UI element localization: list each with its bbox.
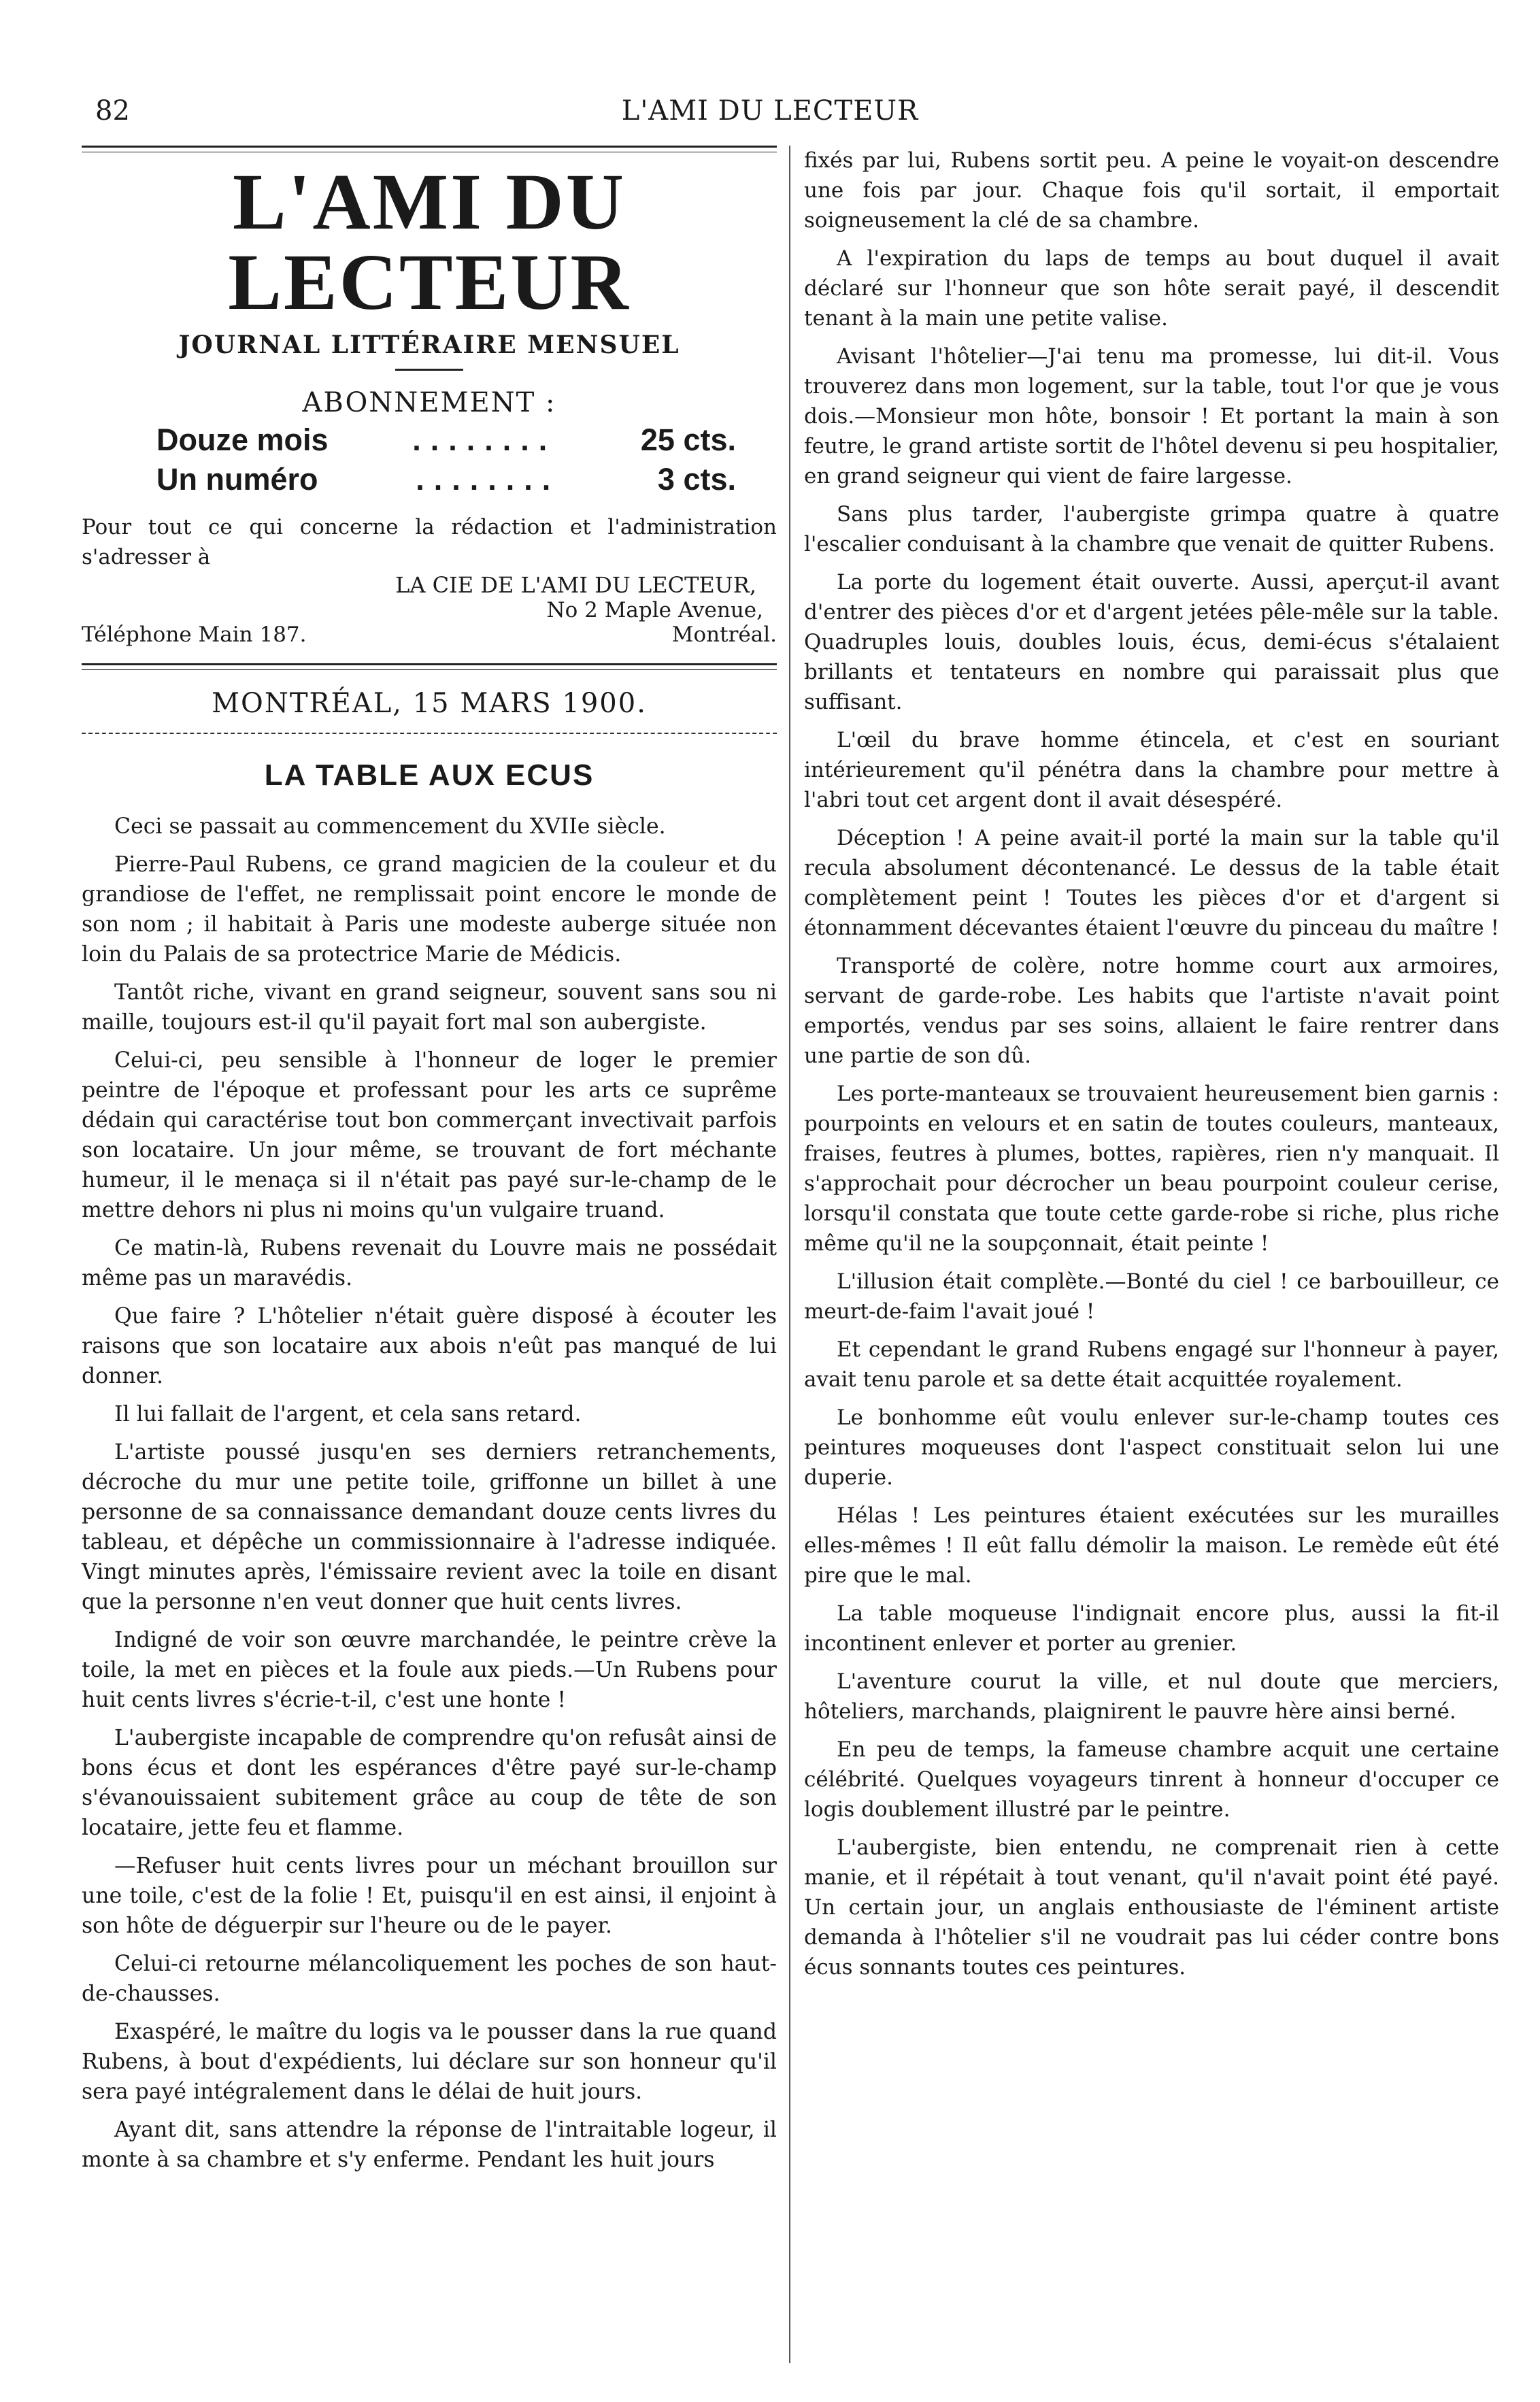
article-paragraph: Tantôt riche, vivant en grand seigneur, souvent sans sou ni maille, toujours est-il qu'il payait fort mal son aubergiste.: [82, 980, 777, 1035]
left-article-body: [82, 812, 777, 2175]
price-label: Un numéro: [156, 462, 318, 497]
article-paragraph: Ayant dit, sans attendre la réponse de l'intraitable logeur, il monte à sa chambre et s'y enferme. Pendant les huit jours: [82, 2118, 777, 2173]
price-label: Douze mois: [156, 422, 329, 457]
masthead-top-rule: [82, 146, 777, 152]
article-paragraph: Transporté de colère, notre homme court aux armoires, servant de garde-robe. Les habits que l'artiste n'avait point emportés, vendus par ses soins, allaient le faire rentrer dans une partie de son dû.: [804, 954, 1499, 1068]
article-paragraph: La table moqueuse l'indignait encore plus, aussi la fit-il incontinent enlever et porter au grenier.: [804, 1601, 1499, 1656]
article-paragraph: fixés par lui, Rubens sortit peu. A peine le voyait-on descendre une fois par jour. Chaque fois qu'il sortait, il emportait soigneusement la clé de sa chambre.: [804, 148, 1499, 233]
article-paragraph: Il lui fallait de l'argent, et cela sans retard.: [114, 1402, 582, 1427]
right-column: [804, 146, 1499, 1990]
article-paragraph: Hélas ! Les peintures étaient exécutées sur les murailles elles-mêmes ! Il eût fallu démolir la maison. Le remède eût été pire que le mal.: [804, 1503, 1499, 1588]
page-number: 82: [95, 95, 130, 127]
dateline: MONTRÉAL, 15 MARS 1900.: [212, 688, 647, 720]
article-paragraph: Ce matin-là, Rubens revenait du Louvre mais ne possédait même pas un maravédis.: [82, 1236, 777, 1291]
article-paragraph: L'aventure courut la ville, et nul doute que merciers, hôteliers, marchands, plaignirent le pauvre hère ainsi berné.: [804, 1669, 1499, 1724]
article-paragraph: Celui-ci, peu sensible à l'honneur de loger le premier peintre de l'époque et professant pour les arts ce suprême dédain qui caractérise tout bon commerçant invectivait parfois son locataire. Un jour même, se trouvant de fort méchante humeur, il le menaça si il n'était pas payé sur-le-champ de le mettre dehors ni plus ni moins qu'un vulgaire truand.: [82, 1048, 777, 1223]
address-text: Pour tout ce qui concerne la rédaction et l'administration s'adresser à: [82, 515, 777, 570]
price-amount: 3 cts.: [657, 462, 736, 497]
article-paragraph: Celui-ci retourne mélancoliquement les poches de son haut-de-chausses.: [82, 1952, 777, 2007]
article-paragraph: Que faire ? L'hôtelier n'était guère disposé à écouter les raisons que son locataire aux abois n'eût pas manqué de lui donner.: [82, 1304, 777, 1389]
article-paragraph: Indigné de voir son œuvre marchandée, le peintre crève la toile, la met en pièces et la foule aux pieds.—Un Rubens pour huit cents livres s'écrie-t-il, c'est une honte !: [82, 1628, 777, 1713]
article-paragraph: Pierre-Paul Rubens, ce grand magicien de la couleur et du grandiose de l'effet, ne remplissait point encore le monde de son nom ; il habitait à Paris une modeste auberge située non loin du Palais de sa protectrice Marie de Médicis.: [82, 852, 777, 967]
company-name: LA CIE DE L'AMI DU LECTEUR,: [395, 572, 756, 599]
running-title: L'AMI DU LECTEUR: [621, 95, 919, 127]
price-row: [156, 422, 736, 458]
masthead-title: L'AMI DU LECTEUR: [228, 157, 631, 327]
article-paragraph: Avisant l'hôtelier—J'ai tenu ma promesse, lui dit-il. Vous trouverez dans mon logement, sur la table, tout l'or que je vous dois.—Monsieur mon hôte, bonsoir ! Et portant la main à son feutre, le grand artiste sortit de l'hôtel devenu si peu hospitalier, en grand seigneur qui vient de faire largesse.: [804, 344, 1499, 488]
left-column: [82, 146, 777, 2183]
phone: Téléphone Main 187.: [82, 622, 307, 648]
price-row: [156, 462, 736, 497]
street-address: No 2 Maple Avenue,: [546, 598, 763, 623]
article-paragraph: L'illusion était complète.—Bonté du ciel ! ce barbouilleur, ce meurt-de-faim l'avait joué !: [804, 1269, 1499, 1324]
subscription-heading: ABONNEMENT :: [302, 387, 556, 418]
article-paragraph: Et cependant le grand Rubens engagé sur l'honneur à payer, avait tenu parole et sa dette était acquittée royalement.: [804, 1337, 1499, 1392]
article-paragraph: A l'expiration du laps de temps au bout duquel il avait déclaré sur l'honneur que son hôte serait payé, il descendit tenant à la main une petite valise.: [804, 246, 1499, 331]
article-paragraph: Le bonhomme eût voulu enlever sur-le-champ toutes ces peintures moqueuses dont l'aspect constituait selon lui une duperie.: [804, 1405, 1499, 1490]
price-amount: 25 cts.: [640, 422, 736, 457]
article-paragraph: En peu de temps, la fameuse chambre acquit une certaine célébrité. Quelques voyageurs tinrent à honneur d'occuper ce logis doublement illustré par le peintre.: [804, 1737, 1499, 1822]
masthead-short-rule: [395, 369, 463, 371]
article-paragraph: Exaspéré, le maître du logis va le pousser dans la rue quand Rubens, à bout d'expédients, lui déclare sur son honneur qu'il sera payé intégralement dans le délai de huit jours.: [82, 2020, 777, 2105]
article-paragraph: Les porte-manteaux se trouvaient heureusement bien garnis : pourpoints en velours et en satin de toutes couleurs, manteaux, fraises, feutres à plumes, bottes, rapières, rien n'y manquait. Il s'approchait pour décrocher un beau pourpoint couleur cerise, lorsqu'il constata que toute cette garde-robe si riche, plus riche même qu'il ne la soupçonnait, était peinte !: [804, 1082, 1499, 1256]
article-paragraph: Ceci se passait au commencement du XVIIe siècle.: [114, 814, 666, 839]
city: Montréal.: [671, 622, 777, 648]
article-paragraph: —Refuser huit cents livres pour un méchant brouillon sur une toile, c'est de la folie ! Et, puisqu'il en est ainsi, il enjoint à son hôte de déguerpir sur l'heure ou de le payer.: [82, 1854, 777, 1939]
leader-dots: ........: [416, 462, 560, 497]
article-paragraph: L'œil du brave homme étincela, et c'est en souriant intérieurement qu'il pénétra dans la chambre pour mettre à l'abri tout cet argent dont il avait désespéré.: [804, 728, 1499, 812]
contact-line: [82, 622, 777, 647]
article-paragraph: L'aubergiste incapable de comprendre qu'on refusât ainsi de bons écus et dont les espérances d'être payé sur-le-champ s'évanouissaient subitement grâce au coup de tête de son locataire, jette feu et flamme.: [82, 1726, 777, 1841]
column-divider: [789, 146, 790, 2363]
running-head: [0, 95, 1540, 136]
dateline-rule: [82, 733, 777, 734]
leader-dots: ........: [412, 422, 557, 457]
article-title: LA TABLE AUX ECUS: [264, 758, 595, 793]
masthead-bottom-rule: [82, 663, 777, 670]
article-paragraph: Déception ! A peine avait-il porté la main sur la table qu'il recula absolument décontenancé. Le dessus de la table était complètement peint ! Toutes les pièces d'or et d'argent si étonnamment décevantes étaient l'œuvre du pinceau du maître !: [804, 826, 1499, 940]
article-paragraph: Sans plus tarder, l'aubergiste grimpa quatre à quatre l'escalier conduisant à la chambre que venait de quitter Rubens.: [804, 502, 1499, 556]
article-paragraph: La porte du logement était ouverte. Aussi, aperçut-il avant d'entrer des pièces d'or et d'argent jetées pêle-mêle sur la table. Quadruples louis, doubles louis, écus, demi-écus s'étalaient brillants et tentateurs en nombre qui paraissait plus que suffisant.: [804, 570, 1499, 714]
masthead-subtitle: JOURNAL LITTÉRAIRE MENSUEL: [178, 331, 680, 359]
article-paragraph: L'artiste poussé jusqu'en ses derniers retranchements, décroche du mur une petite toile, griffonne un billet à une personne de sa connaissance demandant douze cents livres du tableau, et dépêche un commissionnaire à l'adresse indiquée. Vingt minutes après, l'émissaire revient avec la toile en disant que la personne n'en veut donner que huit cents livres.: [82, 1440, 777, 1615]
article-paragraph: L'aubergiste, bien entendu, ne comprenait rien à cette manie, et il répétait à tout venant, qu'il n'avait point été payé. Un certain jour, un anglais enthousiaste de l'éminent artiste demanda à l'hôtelier s'il ne voudrait pas lui céder contre bons écus sonnants toutes ces peintures.: [804, 1835, 1499, 1980]
right-article-body: [804, 146, 1499, 1982]
